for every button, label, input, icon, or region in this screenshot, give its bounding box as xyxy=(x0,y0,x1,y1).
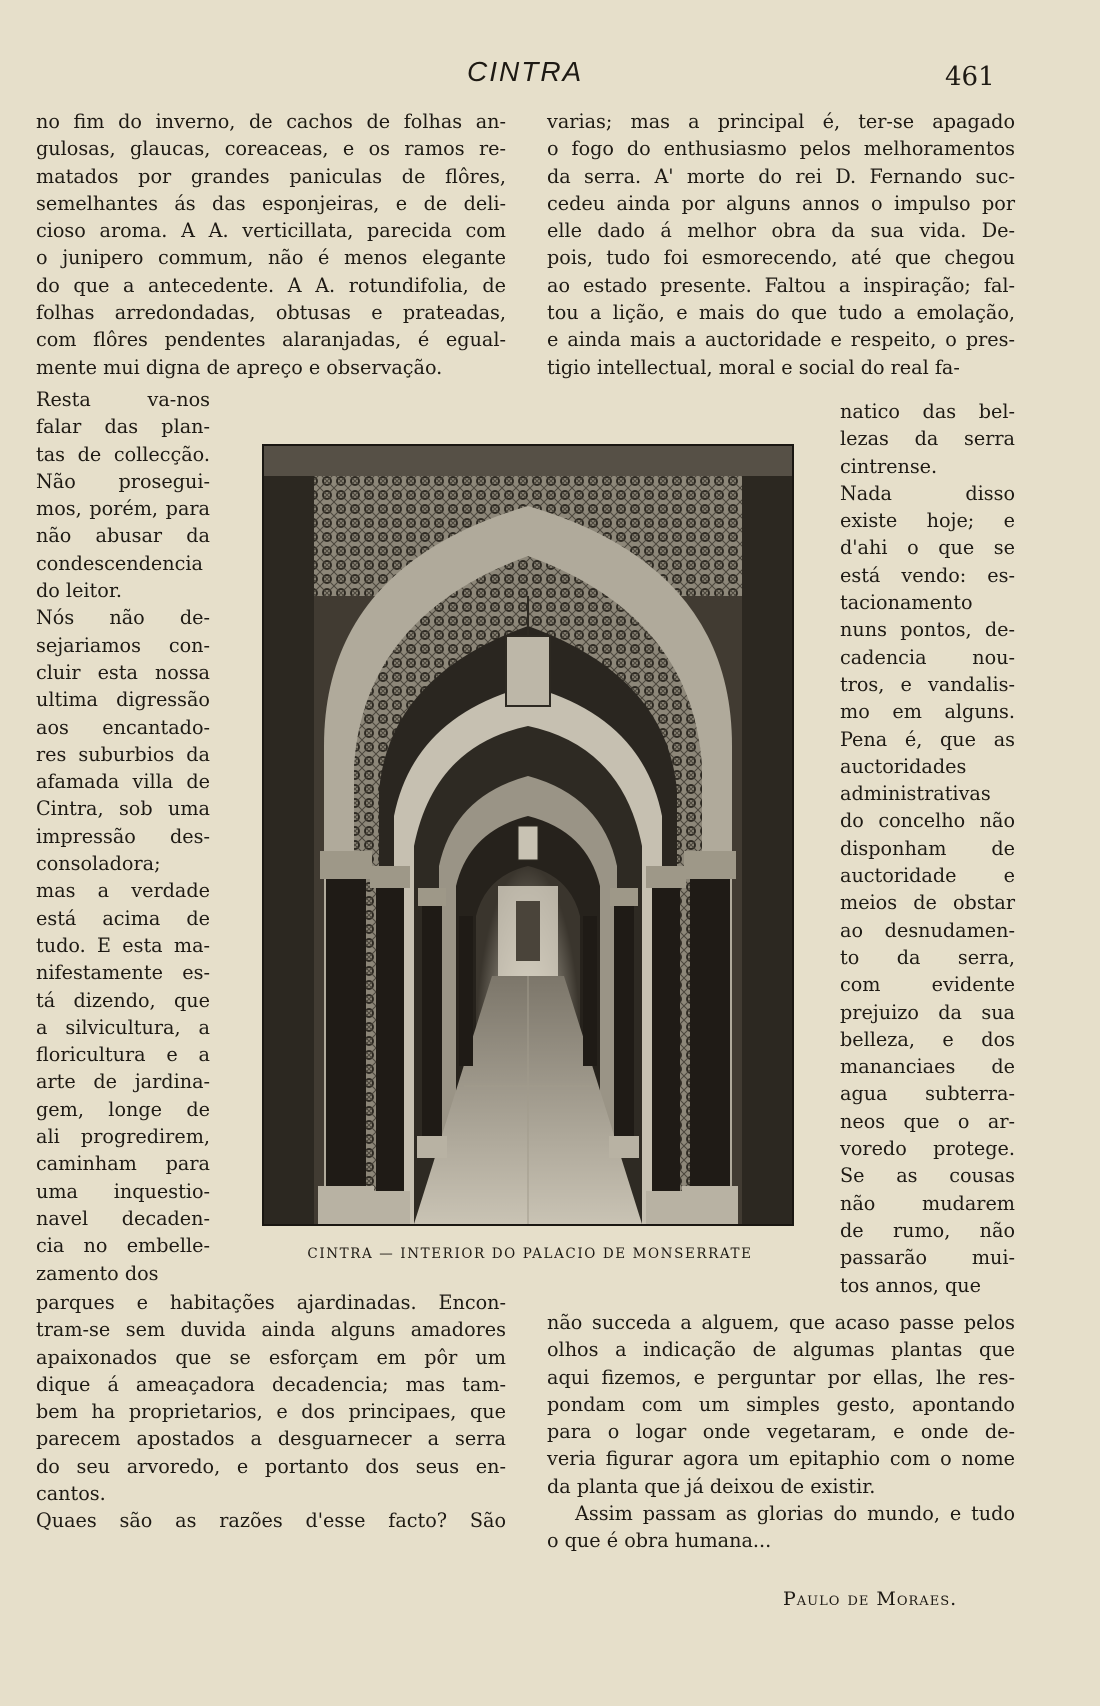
text-line: parques e habitações ajardinadas. Encon- xyxy=(36,1291,506,1314)
text-line: do leitor. xyxy=(36,579,122,603)
text-line: não mudarem xyxy=(840,1191,1015,1215)
text-line: nuns pontos, de- xyxy=(840,618,1015,642)
text-line: pois, tudo foi esmorecendo, até que chegou xyxy=(547,246,1015,270)
text-line: com flôres pendentes alaranjadas, é egual- xyxy=(36,328,506,352)
text-line: o que é obra humana... xyxy=(547,1529,772,1553)
text-line: cia no embelle- xyxy=(36,1234,210,1258)
text-line: neos que o ar- xyxy=(840,1109,1015,1133)
text-line: belleza, e dos xyxy=(840,1027,1015,1051)
text-line: mo em alguns. xyxy=(840,700,1015,724)
text-line: tigio intellectual, moral e social do real fa- xyxy=(547,355,960,379)
text-line: cintrense. xyxy=(840,454,938,478)
text-line: folhas arredondadas, obtusas e prateadas, xyxy=(36,301,506,325)
text-line: do seu arvoredo, e portanto dos seus en- xyxy=(36,1454,506,1478)
text-line: está acima de xyxy=(36,906,210,930)
text-line: prejuizo da sua xyxy=(840,1000,1015,1024)
text-line: cantos. xyxy=(36,1482,106,1506)
text-line: a silvicultura, a xyxy=(36,1015,210,1039)
text-line: o junipero commum, não é menos elegante xyxy=(36,246,506,270)
text-line: veria figurar agora um epitaphio com o nome xyxy=(547,1447,1015,1471)
text-line: ao desnudamen- xyxy=(840,918,1015,942)
text-line: voredo protege. xyxy=(840,1137,1015,1161)
author-signature: Paulo de Moraes. xyxy=(783,1588,958,1610)
text-line: mas a verdade xyxy=(36,879,210,903)
text-line: não abusar da xyxy=(36,524,210,548)
text-line: Não prosegui- xyxy=(36,469,210,493)
text-line: da planta que já deixou de existir. xyxy=(547,1474,876,1498)
text-line: Pena é, que as xyxy=(840,727,1015,751)
text-line: cedeu ainda por alguns annos o impulso por xyxy=(547,191,1015,215)
text-line: aos encantado- xyxy=(36,715,210,739)
text-line: tram-se sem duvida ainda alguns amadores xyxy=(36,1318,506,1342)
text-line: gulosas, glaucas, coreaceas, e os ramos re- xyxy=(36,137,506,161)
text-line: ali progredirem, xyxy=(36,1125,210,1149)
text-line: res suburbios da xyxy=(36,742,210,766)
text-line: ao estado presente. Faltou a inspiração; fal- xyxy=(547,273,1015,297)
text-line: Assim passam as glorias do mundo, e tudo xyxy=(575,1502,1015,1526)
text-line: dique á ameaçadora decadencia; mas tam- xyxy=(36,1372,506,1396)
text-line: tros, e vandalis- xyxy=(840,672,1015,696)
text-line: meios de obstar xyxy=(840,891,1015,915)
text-line: disponham de xyxy=(840,836,1015,860)
text-line: tas de collecção. xyxy=(36,442,210,466)
text-line: apaixonados que se esforçam em pôr um xyxy=(36,1345,506,1369)
text-line: do concelho não xyxy=(840,809,1015,833)
text-line: varias; mas a principal é, ter-se apagado xyxy=(547,110,1015,133)
text-line: auctoridade e xyxy=(840,864,1015,888)
text-line: afamada villa de xyxy=(36,770,210,794)
figure-caption: CINTRA — INTERIOR DO PALACIO DE MONSERRATE xyxy=(307,1246,753,1262)
right-column-bottom-text xyxy=(547,1309,1015,1555)
text-line: mos, porém, para xyxy=(36,497,210,521)
left-column-narrow-text xyxy=(36,386,210,1287)
text-line: elle dado á melhor obra da sua vida. De- xyxy=(547,219,1015,243)
text-line: o fogo do enthusiasmo pelos melhoramentos xyxy=(547,137,1015,161)
text-line: agua subterra- xyxy=(840,1082,1015,1106)
text-line: bem ha proprietarios, e dos principaes, que xyxy=(36,1400,506,1424)
text-line: olhos a indicação de algumas plantas que xyxy=(547,1338,1015,1362)
text-line: floricultura e a xyxy=(36,1043,210,1067)
text-line: no fim do inverno, de cachos de folhas an- xyxy=(36,110,506,133)
text-line: da serra. A' morte do rei D. Fernando suc- xyxy=(547,164,1015,188)
text-line: não succeda a alguem, que acaso passe pelos xyxy=(547,1311,1015,1334)
text-line: tacionamento xyxy=(840,591,973,615)
text-line: tou a lição, e mais do que tudo a emolação, xyxy=(547,301,1015,325)
text-line: passarão mui- xyxy=(840,1246,1015,1270)
running-title: CINTRA xyxy=(467,56,584,87)
text-line: Resta va-nos xyxy=(36,388,210,411)
text-line: gem, longe de xyxy=(36,1097,210,1121)
text-line: mananciaes de xyxy=(840,1055,1015,1079)
text-line: tos annos, que xyxy=(840,1273,981,1297)
text-line: Se as cousas xyxy=(840,1164,1015,1188)
text-line: navel decaden- xyxy=(36,1206,210,1230)
right-column-narrow-text xyxy=(840,398,1015,1299)
text-line: parecem apostados a desguarnecer a serra xyxy=(36,1427,506,1451)
text-line: ultima digressão xyxy=(36,688,210,712)
text-line: natico das bel- xyxy=(840,400,1015,423)
text-line: administrativas xyxy=(840,782,991,806)
text-line: nifestamente es- xyxy=(36,961,210,985)
text-line: zamento dos xyxy=(36,1261,159,1285)
text-line: para o logar onde vegetaram, e onde de- xyxy=(547,1420,1015,1444)
text-line: cioso aroma. A A. verticillata, parecida com xyxy=(36,219,506,243)
text-line: cadencia nou- xyxy=(840,645,1015,669)
text-line: com evidente xyxy=(840,973,1015,997)
text-line: sejariamos con- xyxy=(36,633,210,657)
left-column-bottom-text xyxy=(36,1289,506,1535)
text-line: arte de jardina- xyxy=(36,1070,210,1094)
text-line: tá dizendo, que xyxy=(36,988,210,1012)
palace-interior-photo xyxy=(262,444,794,1226)
text-line: Nada disso xyxy=(840,481,1015,505)
right-column-top-text xyxy=(547,108,1015,381)
text-line: aqui fizemos, e perguntar por ellas, lhe res- xyxy=(547,1365,1015,1389)
text-line: semelhantes ás das esponjeiras, e de deli- xyxy=(36,191,506,215)
text-line: to da serra, xyxy=(840,945,1015,969)
text-line: impressão des- xyxy=(36,824,210,848)
text-line: existe hoje; e xyxy=(840,509,1015,533)
text-line: auctoridades xyxy=(840,754,967,778)
text-line: do que a antecedente. A A. rotundifolia, de xyxy=(36,273,506,297)
text-line: tudo. E esta ma- xyxy=(36,933,210,957)
text-line: consoladora; xyxy=(36,852,161,876)
text-line: matados por grandes paniculas de flôres, xyxy=(36,164,506,188)
text-line: cluir esta nossa xyxy=(36,660,210,684)
text-line: uma inquestio- xyxy=(36,1179,210,1203)
text-line: condescendencia xyxy=(36,551,203,575)
text-line: está vendo: es- xyxy=(840,563,1015,587)
text-line: mente mui digna de apreço e observação. xyxy=(36,355,443,379)
text-line: caminham para xyxy=(36,1152,210,1176)
page-number: 461 xyxy=(945,62,995,92)
text-line: Nós não de- xyxy=(36,606,210,630)
text-line: d'ahi o que se xyxy=(840,536,1015,560)
text-line: lezas da serra xyxy=(840,427,1015,451)
text-line: e ainda mais a auctoridade e respeito, o pres- xyxy=(547,328,1015,352)
text-line: Quaes são as razões d'esse facto? São xyxy=(36,1509,506,1533)
left-column-top-text xyxy=(36,108,506,381)
text-line: de rumo, não xyxy=(840,1218,1015,1242)
text-line: falar das plan- xyxy=(36,415,210,439)
text-line: pondam com um simples gesto, apontando xyxy=(547,1392,1015,1416)
text-line: Cintra, sob uma xyxy=(36,797,210,821)
